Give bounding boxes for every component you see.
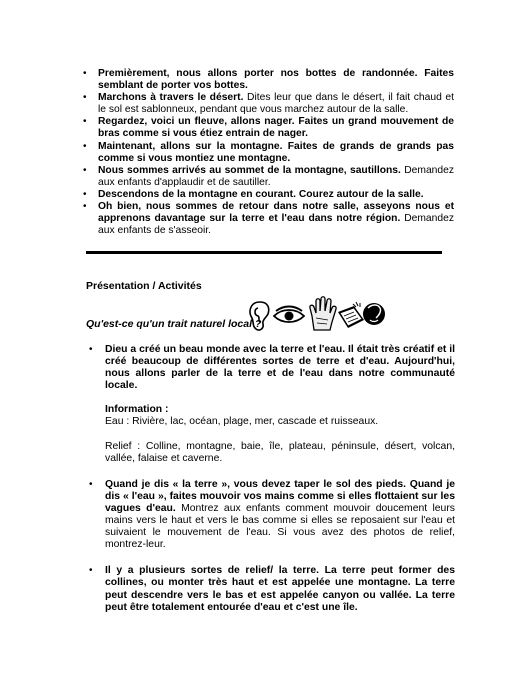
list-item: • Marchons à travers le désert. Dites leur que dans le désert, il fait chaud et le sol est sablonneux, pendant que vous marchez autour de la salle. — [98, 92, 454, 116]
information-block — [105, 404, 455, 464]
horizontal-divider — [86, 251, 442, 254]
eye-icon — [274, 307, 304, 323]
list-item: • Quand je dis « la terre », vous devez taper le sol des pieds. Quand je dis « l'eau », faites mouvoir vos mains comme si elles flottaient sur les vagues d'eau. Montrez aux enfants comment mouvoir doucement leurs mains vers le haut et vers le bas comme si elles se reposaient sur l'eau et suivaient le mouvement de l'eau. Si vous avez des photos de relief, montrez-leur. — [105, 479, 455, 552]
list-item: • Il y a plusieurs sortes de relief/ la terre. La terre peut former des collines, ou monter très haut et est appelée une montagne. La terre peut descendre vers le bas et est appelée canyon ou vallée. La terre peut être totalement entourée d'eau et c'est une île. — [105, 565, 455, 613]
activity-steps-list — [98, 68, 454, 237]
list-item: • Maintenant, allons sur la montagne. Faites de grands de grands pas comme si vous montiez une montagne. — [98, 141, 454, 165]
water-list: Eau : Rivière, lac, océan, plage, mer, cascade et ruisseaux. — [105, 416, 379, 428]
list-item: • Oh bien, nous sommes de retour dans notre salle, asseyons nous et apprenons davantage sur la terre et l'eau dans notre région. Demandez aux enfants de s'asseoir. — [98, 201, 454, 237]
list-item: • Dieu a créé un beau monde avec la terre et l'eau. Il était très créatif et il créé beaucoup de différentes sortes de terre et d'eau. Aujourd'hui, nous allons parler de la terre et de l'eau dans notre communauté locale. Information : Eau : Rivière, lac, océan, plage, mer, cascade et ruisseaux. Relief : Colline, montagne, baie, île, plateau, péninsule, désert, volcan, vallée, falaise et caverne. — [105, 344, 455, 465]
list-item: • Premièrement, nous allons porter nos bottes de randonnée. Faites semblant de porter vos bottes. — [98, 68, 454, 92]
senses-icons — [246, 296, 386, 332]
relief-list: Relief : Colline, montagne, baie, île, plateau, péninsule, désert, volcan, vallée, falaise et caverne. — [105, 440, 455, 464]
list-item: • Regardez, voici un fleuve, allons nager. Faites un grand mouvement de bras comme si vous étiez entrain de nager. — [98, 116, 454, 140]
information-title: Information : — [105, 404, 169, 416]
list-item: • Descendons de la montagne en courant. Courez autour de la salle. — [98, 189, 454, 201]
list-item: • Nous sommes arrivés au sommet de la montagne, sautillons. Demandez aux enfants d'applaudir et de sautiller. — [98, 165, 454, 189]
hand-icon — [310, 297, 336, 330]
person-icon — [363, 303, 385, 325]
presentation-list — [105, 344, 455, 614]
section-title: Présentation / Activités — [86, 280, 202, 292]
book-icon — [338, 302, 364, 328]
question-heading: Qu'est-ce qu'un trait naturel local ? — [86, 318, 262, 330]
